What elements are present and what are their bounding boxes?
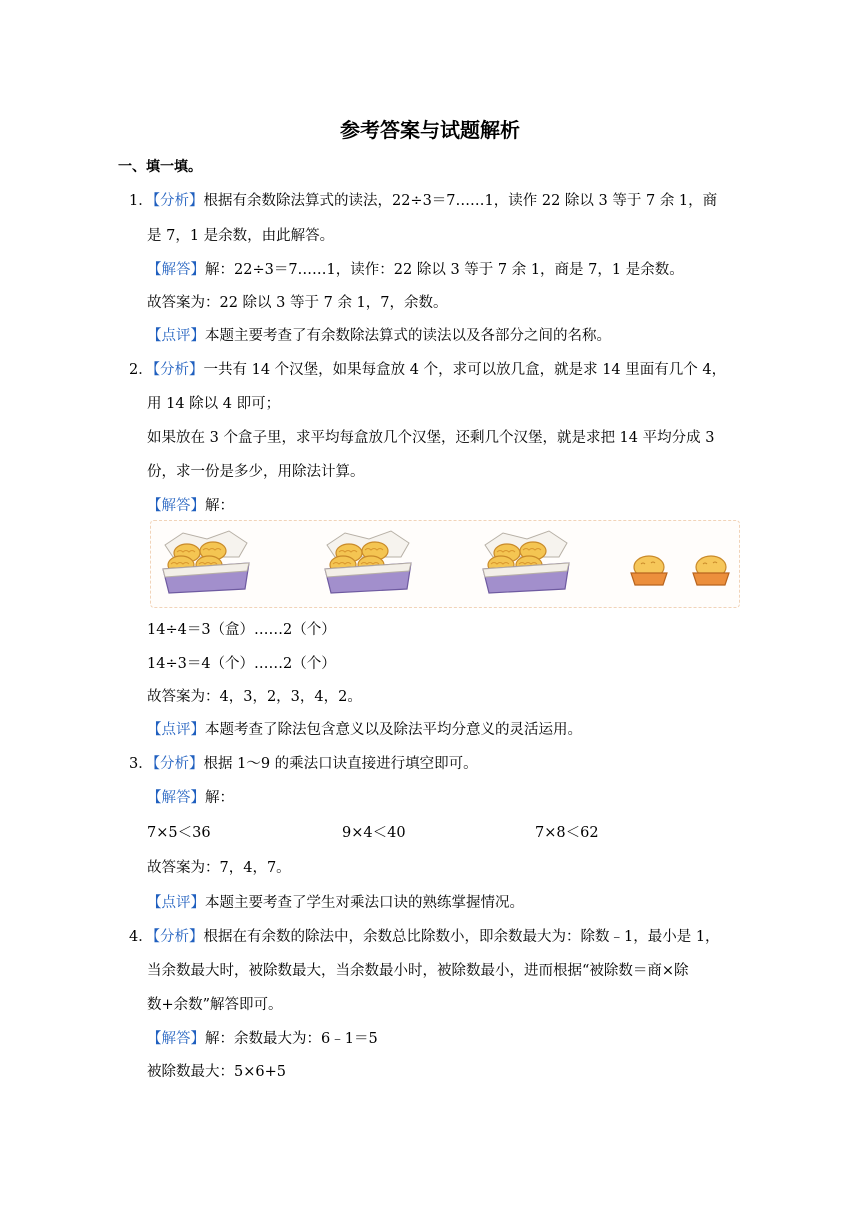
q1-number: 1． bbox=[129, 193, 153, 209]
q1-final-answer: 故答案为：22 除以 3 等于 7 余 1，7，余数。 bbox=[147, 295, 448, 311]
page-title: 参考答案与试题解析 bbox=[340, 118, 520, 142]
q3-comment-line bbox=[147, 893, 524, 913]
q2-answer-text: 解： bbox=[205, 498, 234, 514]
loose-burger-1 bbox=[631, 556, 667, 585]
q1-analysis-line-1 bbox=[129, 191, 717, 211]
answer-tag: 【解答】 bbox=[147, 498, 205, 514]
q3-expr-3: 7×8＜62 bbox=[535, 825, 599, 841]
q2-analysis-line-2: 用 14 除以 4 即可； bbox=[147, 396, 281, 412]
q4-answer-line bbox=[147, 1029, 378, 1049]
q2-analysis-line-1 bbox=[129, 360, 726, 380]
q1-answer-text: 解：22÷3＝7……1，读作：22 除以 3 等于 7 余 1，商是 7，1 是余数。 bbox=[205, 262, 684, 278]
comment-tag: 【点评】 bbox=[147, 328, 205, 344]
box-2 bbox=[325, 531, 411, 593]
q3-final-answer: 故答案为：7，4，7。 bbox=[147, 860, 291, 876]
burger-boxes-illustration bbox=[150, 520, 740, 608]
q3-analysis-text: 根据 1～9 的乘法口诀直接进行填空即可。 bbox=[203, 756, 478, 772]
q1-answer-line bbox=[147, 260, 684, 280]
q2-analysis-line-4: 份，求一份是多少，用除法计算。 bbox=[147, 464, 365, 480]
q2-number: 2． bbox=[129, 362, 153, 378]
q2-calc-2: 14÷3＝4（个）……2（个） bbox=[147, 656, 336, 672]
comment-tag: 【点评】 bbox=[147, 722, 205, 738]
q2-analysis-line-3: 如果放在 3 个盒子里，求平均每盒放几个汉堡，还剩几个汉堡，就是求把 14 平均分成 3 bbox=[147, 430, 715, 446]
analysis-tag: 【分析】 bbox=[152, 756, 204, 772]
q3-answer-text: 解： bbox=[205, 790, 234, 806]
q3-number: 3． bbox=[129, 756, 153, 772]
q2-final-answer: 故答案为：4，3，2，3，4，2。 bbox=[147, 689, 362, 705]
q4-analysis-line-1 bbox=[129, 927, 720, 947]
q1-analysis-line-2: 是 7，1 是余数，由此解答。 bbox=[147, 228, 335, 244]
q2-answer-line bbox=[147, 496, 234, 516]
comment-tag: 【点评】 bbox=[147, 895, 205, 911]
q3-expr-2: 9×4＜40 bbox=[342, 825, 406, 841]
q3-expr-1: 7×5＜36 bbox=[147, 825, 211, 841]
q1-comment-line bbox=[147, 326, 611, 346]
q2-calc-1: 14÷4＝3（盒）……2（个） bbox=[147, 622, 336, 638]
q1-analysis-text-1: 根据有余数除法算式的读法，22÷3＝7……1，读作 22 除以 3 等于 7 余 1，商 bbox=[203, 193, 718, 209]
box-3 bbox=[483, 531, 569, 593]
loose-burger-2 bbox=[693, 556, 729, 585]
section-heading: 一、填一填。 bbox=[118, 159, 202, 175]
q4-line-2: 被除数最大：5×6+5 bbox=[147, 1064, 286, 1080]
q3-analysis-line bbox=[129, 754, 478, 774]
q1-comment-text: 本题主要考查了有余数除法算式的读法以及各部分之间的名称。 bbox=[205, 328, 611, 344]
q4-analysis-line-2: 当余数最大时，被除数最大，当余数最小时，被除数最小，进而根据“被除数＝商×除 bbox=[147, 963, 689, 979]
q3-comment-text: 本题主要考查了学生对乘法口诀的熟练掌握情况。 bbox=[205, 895, 524, 911]
answer-tag: 【解答】 bbox=[147, 1031, 205, 1047]
answer-tag: 【解答】 bbox=[147, 262, 205, 278]
analysis-tag: 【分析】 bbox=[152, 193, 204, 209]
analysis-tag: 【分析】 bbox=[152, 929, 204, 945]
q4-number: 4． bbox=[129, 929, 153, 945]
q2-comment-text: 本题考查了除法包含意义以及除法平均分意义的灵活运用。 bbox=[205, 722, 582, 738]
q3-answer-line bbox=[147, 788, 234, 808]
q2-analysis-text-1: 一共有 14 个汉堡，如果每盒放 4 个，求可以放几盒，就是求 14 里面有几个 4， bbox=[203, 362, 727, 378]
analysis-tag: 【分析】 bbox=[152, 362, 204, 378]
q4-analysis-line-3: 数+余数”解答即可。 bbox=[147, 997, 283, 1013]
box-1 bbox=[163, 531, 249, 593]
q4-analysis-text-1: 根据在有余数的除法中，余数总比除数小，即余数最大为：除数﹣1，最小是 1， bbox=[203, 929, 720, 945]
q4-answer-text: 解：余数最大为：6﹣1＝5 bbox=[205, 1031, 378, 1047]
burger-boxes-svg bbox=[151, 521, 739, 607]
q2-comment-line bbox=[147, 720, 582, 740]
answer-tag: 【解答】 bbox=[147, 790, 205, 806]
